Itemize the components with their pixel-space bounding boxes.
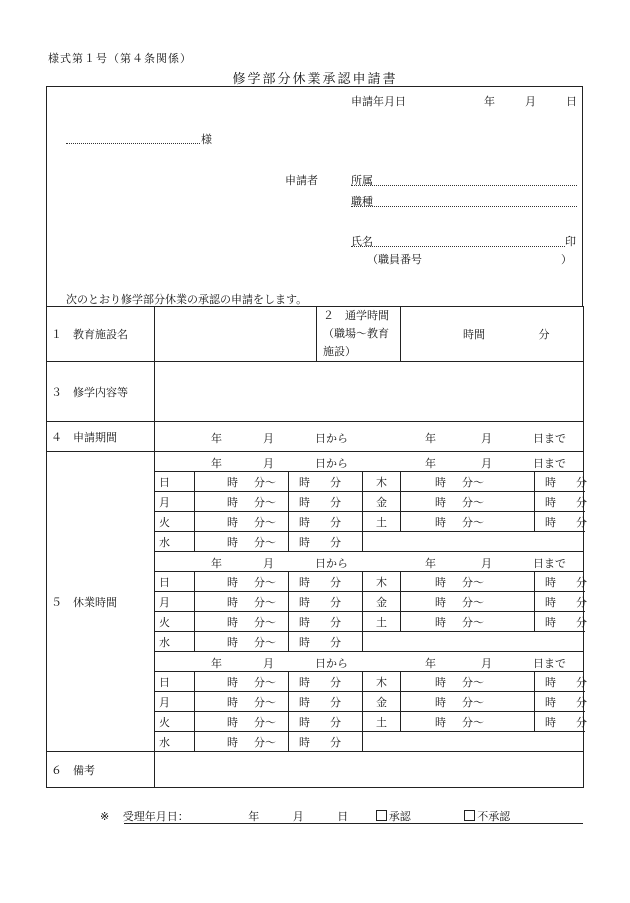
b1-to-year: 年 [425, 457, 436, 470]
application-period-field[interactable] [155, 422, 584, 452]
b2-from-day: 日から [315, 557, 348, 570]
commute-time-field[interactable] [401, 307, 584, 362]
schedule-block-1-period [47, 452, 584, 472]
time-range-field[interactable] [195, 692, 289, 712]
time-range-field[interactable] [401, 472, 535, 492]
application-period-label: ４ 申請期間 [47, 422, 155, 452]
reject-checkbox[interactable] [464, 810, 475, 821]
name-field[interactable] [351, 246, 565, 247]
hour-unit: 時 [545, 615, 556, 629]
commute-time-label-line2: （職場～教育施設） [323, 327, 389, 358]
hour-unit: 時 [299, 735, 310, 749]
hour-unit: 時 [435, 615, 446, 629]
time-range-field[interactable] [195, 592, 289, 612]
document-title: 修学部分休業承認申請書 [232, 72, 398, 87]
b2-to-month: 月 [481, 557, 492, 570]
minute-from-unit: 分～ [254, 635, 276, 649]
study-content-field[interactable] [155, 362, 584, 422]
b3-to-month: 月 [481, 657, 492, 670]
minute-from-unit: 分～ [254, 615, 276, 629]
application-form-table [46, 306, 587, 788]
day-label-sat: 土 [363, 612, 401, 632]
form-number-label: 様式第１号（第４条関係） [48, 52, 192, 65]
minute-from-unit: 分～ [462, 675, 484, 689]
application-month-unit: 月 [525, 95, 536, 108]
hour-unit: 時 [227, 495, 238, 509]
hour-unit: 時 [227, 475, 238, 489]
hour-unit: 時 [299, 715, 310, 729]
day-label-fri: 金 [363, 592, 401, 612]
b2-to-year: 年 [425, 557, 436, 570]
day-label-tue: 火 [155, 612, 195, 632]
staff-number-open: （職員番号 [367, 253, 422, 266]
hour-unit: 時 [299, 695, 310, 709]
note-mark: ※ [100, 810, 110, 823]
minute-unit: 分 [330, 535, 341, 549]
hour-unit: 時 [545, 575, 556, 589]
minute-unit: 分 [576, 575, 587, 589]
b1-to-day: 日まで [533, 457, 566, 470]
leave-hours-label: ５ 休業時間 [47, 452, 155, 752]
period-from-day: 日から [315, 432, 348, 445]
day-label-thu: 木 [363, 672, 401, 692]
b3-from-year: 年 [211, 657, 222, 670]
minute-unit: 分 [576, 595, 587, 609]
hour-unit: 時 [435, 595, 446, 609]
hour-unit: 時 [227, 715, 238, 729]
affiliation-field[interactable] [351, 185, 577, 186]
approve-checkbox[interactable] [376, 810, 387, 821]
time-range-field[interactable] [401, 692, 535, 712]
day-label-mon: 月 [155, 492, 195, 512]
recipient-name-field[interactable] [66, 143, 200, 144]
hour-unit: 時 [545, 675, 556, 689]
hour-unit: 時 [227, 635, 238, 649]
day-label-wed: 水 [155, 732, 195, 752]
hour-unit: 時 [435, 515, 446, 529]
minute-unit: 分 [576, 495, 587, 509]
b1-from-month: 月 [263, 457, 274, 470]
day-label-sun: 日 [155, 672, 195, 692]
hour-unit: 時 [299, 515, 310, 529]
hour-unit: 時 [435, 715, 446, 729]
commute-hours-unit: 時間 [463, 328, 485, 341]
hour-unit: 時 [299, 615, 310, 629]
period-to-day: 日まで [533, 432, 566, 445]
time-end-field[interactable] [289, 672, 363, 692]
hour-unit: 時 [545, 695, 556, 709]
time-range-field[interactable] [195, 472, 289, 492]
time-end-field[interactable] [289, 712, 363, 732]
hour-unit: 時 [545, 515, 556, 529]
time-range-field[interactable] [401, 512, 535, 532]
day-label-sun: 日 [155, 472, 195, 492]
study-content-label: ３ 修学内容等 [47, 362, 155, 422]
minute-from-unit: 分～ [462, 595, 484, 609]
time-range-field[interactable] [401, 612, 535, 632]
received-day-unit: 日 [337, 810, 349, 823]
time-end-field[interactable] [289, 572, 363, 592]
time-range-field[interactable] [195, 672, 289, 692]
period-to-year: 年 [425, 432, 436, 445]
time-end-field[interactable] [289, 492, 363, 512]
day-label-tue: 火 [155, 712, 195, 732]
period-from-year: 年 [211, 432, 222, 445]
hour-unit: 時 [299, 495, 310, 509]
time-end-field[interactable] [535, 492, 587, 512]
commute-time-label [317, 307, 401, 362]
period-to-month: 月 [481, 432, 492, 445]
commute-time-label-line1: ２ 通学時間 [323, 309, 389, 322]
time-range-field[interactable] [195, 612, 289, 632]
time-range-field[interactable] [401, 492, 535, 512]
hour-unit: 時 [299, 475, 310, 489]
time-range-field[interactable] [195, 492, 289, 512]
time-end-field[interactable] [535, 612, 587, 632]
time-end-field[interactable] [289, 592, 363, 612]
time-range-field[interactable] [401, 592, 535, 612]
time-range-field[interactable] [195, 512, 289, 532]
hour-unit: 時 [545, 475, 556, 489]
minute-unit: 分 [330, 675, 341, 689]
time-end-field[interactable] [535, 472, 587, 492]
block-3-period-field[interactable] [155, 652, 584, 672]
time-range-field[interactable] [195, 572, 289, 592]
received-month-unit: 月 [292, 810, 304, 823]
hour-unit: 時 [545, 595, 556, 609]
b1-from-year: 年 [211, 457, 222, 470]
minute-from-unit: 分～ [254, 515, 276, 529]
position-label: 職種 [351, 195, 373, 208]
minute-from-unit: 分～ [254, 735, 276, 749]
b3-to-day: 日まで [533, 657, 566, 670]
period-from-month: 月 [263, 432, 274, 445]
time-range-field[interactable] [195, 732, 289, 752]
empty-cell [363, 732, 584, 752]
minute-unit: 分 [330, 575, 341, 589]
b3-from-month: 月 [263, 657, 274, 670]
affiliation-label: 所属 [351, 174, 373, 187]
time-range-field[interactable] [401, 712, 535, 732]
application-date-label: 申請年月日 [351, 95, 406, 108]
day-label-tue: 火 [155, 512, 195, 532]
hour-unit: 時 [227, 595, 238, 609]
b2-from-month: 月 [263, 557, 274, 570]
minute-from-unit: 分～ [254, 675, 276, 689]
hour-unit: 時 [227, 675, 238, 689]
time-end-field[interactable] [535, 512, 587, 532]
minute-from-unit: 分～ [254, 575, 276, 589]
time-end-field[interactable] [289, 692, 363, 712]
name-label: 氏名 [351, 235, 373, 248]
hour-unit: 時 [227, 575, 238, 589]
time-end-field[interactable] [289, 732, 363, 752]
day-label-wed: 水 [155, 632, 195, 652]
hour-unit: 時 [299, 635, 310, 649]
day-label-thu: 木 [363, 572, 401, 592]
minute-from-unit: 分～ [462, 475, 484, 489]
minute-unit: 分 [576, 675, 587, 689]
minute-unit: 分 [330, 515, 341, 529]
education-facility-field[interactable] [155, 307, 317, 362]
b1-from-day: 日から [315, 457, 348, 470]
day-label-fri: 金 [363, 492, 401, 512]
minute-unit: 分 [330, 475, 341, 489]
minute-unit: 分 [576, 475, 587, 489]
minute-from-unit: 分～ [462, 515, 484, 529]
hour-unit: 時 [435, 495, 446, 509]
received-year-unit: 年 [248, 810, 260, 823]
b1-to-month: 月 [481, 457, 492, 470]
minute-from-unit: 分～ [462, 615, 484, 629]
reject-option[interactable] [464, 810, 510, 823]
day-label-sun: 日 [155, 572, 195, 592]
minute-unit: 分 [330, 595, 341, 609]
hour-unit: 時 [545, 715, 556, 729]
intro-statement: 次のとおり修学部分休業の承認の申請をします。 [66, 293, 308, 306]
hour-unit: 時 [299, 595, 310, 609]
b2-to-day: 日まで [533, 557, 566, 570]
day-label-fri: 金 [363, 692, 401, 712]
time-end-field[interactable] [535, 692, 587, 712]
b3-to-year: 年 [425, 657, 436, 670]
time-end-field[interactable] [289, 532, 363, 552]
hour-unit: 時 [435, 475, 446, 489]
minute-unit: 分 [330, 695, 341, 709]
hour-unit: 時 [435, 675, 446, 689]
block-2-period-field[interactable] [155, 552, 584, 572]
minute-from-unit: 分～ [254, 595, 276, 609]
approve-option[interactable] [376, 810, 411, 823]
remarks-field[interactable] [155, 752, 584, 788]
b3-from-day: 日から [315, 657, 348, 670]
minute-unit: 分 [330, 635, 341, 649]
hour-unit: 時 [227, 515, 238, 529]
hour-unit: 時 [299, 675, 310, 689]
time-end-field[interactable] [535, 672, 587, 692]
time-end-field[interactable] [289, 512, 363, 532]
hour-unit: 時 [227, 535, 238, 549]
application-day-unit: 日 [566, 95, 577, 108]
row-education-facility [47, 307, 584, 362]
minute-unit: 分 [330, 495, 341, 509]
received-date-label: 受理年月日： [122, 810, 189, 823]
minute-from-unit: 分～ [462, 715, 484, 729]
hour-unit: 時 [435, 695, 446, 709]
staff-number-close: ） [561, 253, 572, 266]
day-label-sat: 土 [363, 512, 401, 532]
minute-from-unit: 分～ [254, 695, 276, 709]
hour-unit: 時 [435, 575, 446, 589]
hour-unit: 時 [545, 495, 556, 509]
minute-from-unit: 分～ [462, 495, 484, 509]
minute-from-unit: 分～ [254, 715, 276, 729]
applicant-label: 申請者 [285, 174, 318, 187]
minute-from-unit: 分～ [254, 495, 276, 509]
approve-label: 承認 [388, 810, 411, 823]
day-label-mon: 月 [155, 592, 195, 612]
row-application-period [47, 422, 584, 452]
row-remarks [47, 752, 584, 788]
block-1-period-field[interactable] [155, 452, 584, 472]
row-study-content [47, 362, 584, 422]
seal-mark: 印 [565, 235, 576, 248]
time-end-field[interactable] [535, 712, 587, 732]
minute-unit: 分 [330, 715, 341, 729]
reject-label: 不承認 [477, 810, 511, 823]
day-label-thu: 木 [363, 472, 401, 492]
day-label-mon: 月 [155, 692, 195, 712]
time-range-field[interactable] [401, 672, 535, 692]
receipt-underline [124, 823, 583, 824]
minute-unit: 分 [576, 515, 587, 529]
minute-unit: 分 [330, 735, 341, 749]
minute-unit: 分 [330, 615, 341, 629]
day-label-wed: 水 [155, 532, 195, 552]
minute-unit: 分 [576, 715, 587, 729]
remarks-label: ６ 備考 [47, 752, 155, 788]
empty-cell [363, 632, 584, 652]
time-range-field[interactable] [195, 632, 289, 652]
b2-from-year: 年 [211, 557, 222, 570]
education-facility-label: １ 教育施設名 [47, 307, 155, 362]
time-range-field[interactable] [195, 532, 289, 552]
time-end-field[interactable] [535, 572, 587, 592]
time-end-field[interactable] [289, 632, 363, 652]
recipient-suffix: 様 [201, 133, 212, 146]
hour-unit: 時 [299, 575, 310, 589]
time-end-field[interactable] [289, 472, 363, 492]
minute-from-unit: 分～ [254, 475, 276, 489]
time-end-field[interactable] [289, 612, 363, 632]
hour-unit: 時 [227, 735, 238, 749]
minute-unit: 分 [576, 615, 587, 629]
minute-from-unit: 分～ [462, 695, 484, 709]
time-range-field[interactable] [401, 572, 535, 592]
time-end-field[interactable] [535, 592, 587, 612]
hour-unit: 時 [227, 695, 238, 709]
receipt-section [100, 808, 510, 824]
minute-from-unit: 分～ [462, 575, 484, 589]
empty-cell [363, 532, 584, 552]
commute-minutes-unit: 分 [538, 328, 550, 341]
day-label-sat: 土 [363, 712, 401, 732]
position-field[interactable] [351, 206, 577, 207]
application-year-unit: 年 [484, 95, 495, 108]
minute-from-unit: 分～ [254, 535, 276, 549]
minute-unit: 分 [576, 695, 587, 709]
application-header-section [46, 86, 583, 306]
hour-unit: 時 [299, 535, 310, 549]
hour-unit: 時 [227, 615, 238, 629]
time-range-field[interactable] [195, 712, 289, 732]
